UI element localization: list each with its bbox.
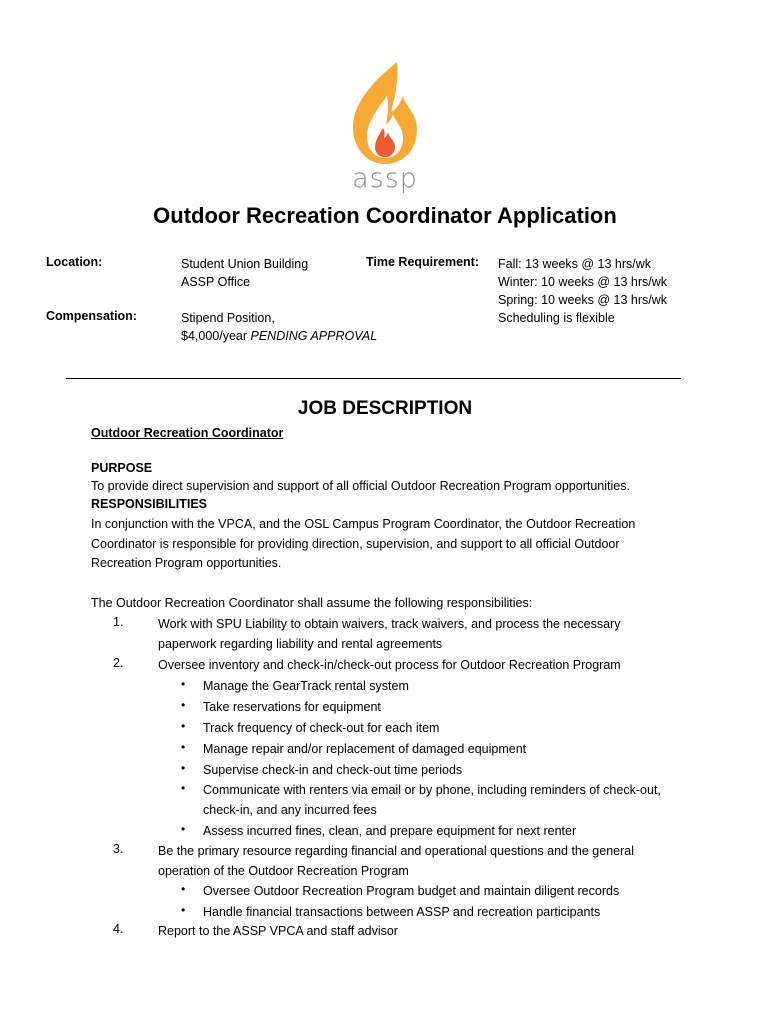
job-description-heading: JOB DESCRIPTION xyxy=(297,398,473,419)
list-item-number: 4. xyxy=(113,922,124,936)
bullet-item xyxy=(203,780,661,820)
list-item xyxy=(158,842,634,881)
bullet-glyph: • xyxy=(181,677,186,691)
location-line: Student Union Building xyxy=(181,257,309,271)
responsibilities-line: Coordinator is responsible for providing direction, supervision, and support to all official Outdoor xyxy=(91,536,620,551)
bullet-glyph: • xyxy=(181,781,186,795)
divider xyxy=(66,378,681,379)
pending-approval-note: PENDING APPROVAL xyxy=(250,329,378,343)
list-item xyxy=(158,615,620,654)
bullet-glyph: • xyxy=(181,822,186,836)
flame-icon xyxy=(345,60,425,165)
time-requirement-value xyxy=(498,255,667,327)
purpose-heading: PURPOSE xyxy=(91,461,153,475)
page-title: Outdoor Recreation Coordinator Application xyxy=(153,203,617,228)
compensation-line: Stipend Position, xyxy=(181,311,275,325)
list-item-line: Report to the ASSP VPCA and staff advisor xyxy=(158,924,398,938)
responsibilities-text xyxy=(91,515,635,574)
bullet-glyph: • xyxy=(181,882,186,896)
time-line: Scheduling is flexible xyxy=(498,311,615,325)
logo-wordmark: assp xyxy=(352,163,418,194)
bullet-item: Handle financial transactions between ASSP and recreation participants xyxy=(203,905,601,919)
bullet-item: Oversee Outdoor Recreation Program budget and maintain diligent records xyxy=(203,884,620,898)
time-line: Fall: 13 weeks @ 13 hrs/wk xyxy=(498,257,652,271)
list-item-line: operation of the Outdoor Recreation Program xyxy=(158,863,409,878)
bullet-item: Supervise check-in and check-out time periods xyxy=(203,763,463,777)
list-item-line: Work with SPU Liability to obtain waivers, track waivers, and process the necessary xyxy=(158,617,621,631)
list-item-number: 3. xyxy=(113,842,124,856)
bullet-item-line: check-in, and any incurred fees xyxy=(203,803,377,817)
bullet-item: Assess incurred fines, clean, and prepare equipment for next renter xyxy=(203,824,577,838)
assp-logo xyxy=(345,60,425,200)
bullet-glyph: • xyxy=(181,761,186,775)
list-item-number: 1. xyxy=(113,615,124,629)
bullet-glyph: • xyxy=(181,740,186,754)
location-value xyxy=(181,255,308,291)
bullet-item: Take reservations for equipment xyxy=(203,700,381,714)
compensation-label: Compensation: xyxy=(46,309,137,323)
list-item-line: Be the primary resource regarding financial and operational questions and the general xyxy=(158,844,634,858)
bullet-item-line: Communicate with renters via email or by phone, including reminders of check-out, xyxy=(203,783,661,797)
time-line: Spring: 10 weeks @ 13 hrs/wk xyxy=(498,293,668,307)
list-item-line: paperwork regarding liability and rental agreements xyxy=(158,636,443,651)
time-line: Winter: 10 weeks @ 13 hrs/wk xyxy=(498,275,667,289)
compensation-line xyxy=(181,327,377,345)
purpose-text: To provide direct supervision and support of all official Outdoor Recreation Program opportunities. xyxy=(91,479,630,493)
list-item xyxy=(158,922,398,942)
compensation-amount: $4,000/year xyxy=(181,329,251,343)
responsibilities-line: In conjunction with the VPCA, and the OSL Campus Program Coordinator, the Outdoor Recreation xyxy=(91,517,636,531)
bullet-glyph: • xyxy=(181,903,186,917)
list-item-number: 2. xyxy=(113,656,124,670)
bullet-glyph: • xyxy=(181,719,186,733)
bullet-item: Track frequency of check-out for each item xyxy=(203,721,440,735)
location-label: Location: xyxy=(46,255,103,269)
responsibilities-intro: The Outdoor Recreation Coordinator shall assume the following responsibilities: xyxy=(91,596,533,610)
bullet-glyph: • xyxy=(181,698,186,712)
role-title: Outdoor Recreation Coordinator xyxy=(91,426,284,440)
bullet-item: Manage repair and/or replacement of damaged equipment xyxy=(203,742,527,756)
list-item xyxy=(158,656,621,676)
time-requirement-label: Time Requirement: xyxy=(366,255,479,269)
location-line: ASSP Office xyxy=(181,275,251,289)
list-item-line: Oversee inventory and check-in/check-out process for Outdoor Recreation Program xyxy=(158,658,621,672)
responsibilities-heading: RESPONSIBILITIES xyxy=(91,497,207,511)
responsibilities-line: Recreation Program opportunities. xyxy=(91,556,282,570)
compensation-value xyxy=(181,309,377,345)
bullet-item: Manage the GearTrack rental system xyxy=(203,679,409,693)
